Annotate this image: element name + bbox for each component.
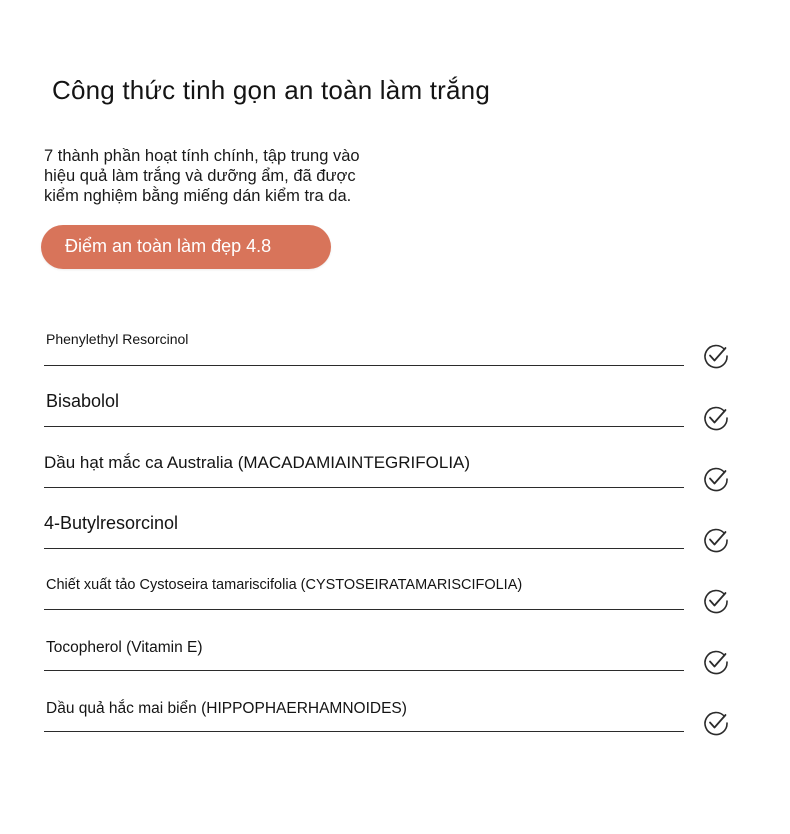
intro-line: hiệu quả làm trắng và dưỡng ẩm, đã được — [44, 167, 356, 185]
ingredient-label: 4-Butylresorcinol — [44, 513, 179, 533]
check-circle-icon — [703, 649, 729, 675]
ingredient-label: Chiết xuất tảo Cystoseira tamariscifolia (CYSTOSEIRATAMARISCIFOLIA) — [46, 577, 523, 593]
divider — [44, 548, 684, 549]
divider — [44, 731, 684, 732]
divider — [44, 609, 684, 610]
ingredient-item — [44, 322, 744, 383]
ingredient-item — [44, 505, 744, 566]
divider — [44, 365, 684, 366]
ingredient-item — [44, 627, 744, 688]
ingredient-item — [44, 444, 744, 505]
intro-line: kiểm nghiệm bằng miếng dán kiểm tra da. — [44, 187, 352, 205]
divider — [44, 487, 684, 488]
ingredient-label: Tocopherol (Vitamin E) — [46, 639, 203, 656]
page-title: Công thức tinh gọn an toàn làm trắng — [52, 75, 490, 105]
ingredient-label: Dầu hạt mắc ca Australia (MACADAMIAINTEGRIFOLIA) — [44, 453, 471, 472]
check-circle-icon — [703, 405, 729, 431]
ingredient-label: Dầu quả hắc mai biển (HIPPOPHAERHAMNOIDES) — [46, 700, 407, 717]
safety-score-label: Điểm an toàn làm đẹp 4.8 — [65, 236, 272, 256]
ingredient-label: Phenylethyl Resorcinol — [46, 331, 189, 347]
ingredient-item — [44, 383, 744, 444]
divider — [44, 670, 684, 671]
check-circle-icon — [703, 343, 729, 369]
check-circle-icon — [703, 710, 729, 736]
ingredient-item — [44, 688, 744, 749]
ingredient-label: Bisabolol — [46, 391, 120, 411]
ingredient-item — [44, 566, 744, 627]
check-circle-icon — [703, 466, 729, 492]
divider — [44, 426, 684, 427]
check-circle-icon — [703, 588, 729, 614]
intro-line: 7 thành phần hoạt tính chính, tập trung vào — [44, 147, 360, 165]
check-circle-icon — [703, 527, 729, 553]
